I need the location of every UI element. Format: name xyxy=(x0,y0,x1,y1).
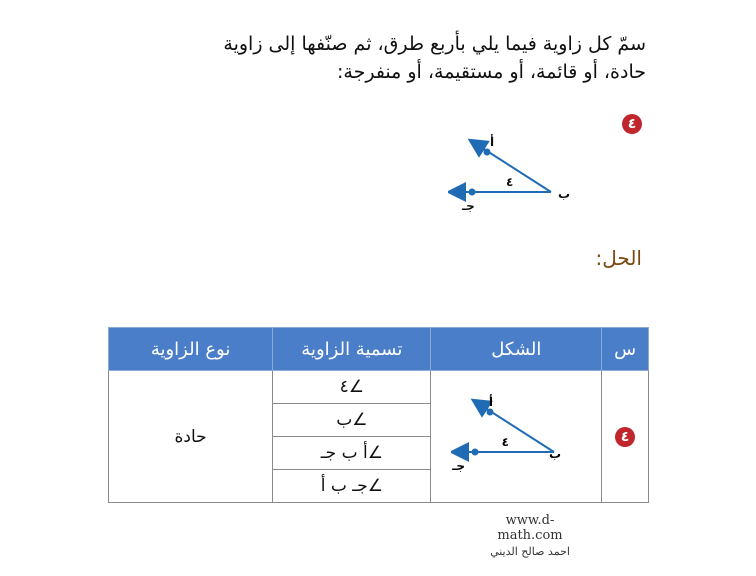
table-row xyxy=(109,371,649,404)
table-point-c xyxy=(472,449,479,456)
problem-number-badge: ٤ xyxy=(622,114,642,134)
table-angle-figure xyxy=(451,394,581,474)
table-label-angle: ٤ xyxy=(501,435,510,449)
footer xyxy=(474,513,586,558)
angle-name-4: ∠جـ ب أ xyxy=(273,470,431,503)
angle-name-2: ∠ب xyxy=(273,404,431,437)
table-header-row xyxy=(109,328,649,371)
footer-author: احمد صالح الديني xyxy=(490,545,570,558)
label-c: جـ xyxy=(462,199,475,213)
angle-figure xyxy=(448,134,578,214)
solution-table xyxy=(108,327,649,503)
table-label-b: ب xyxy=(549,447,562,461)
table-point-a xyxy=(487,409,494,416)
table-label-c: جـ xyxy=(452,459,466,473)
angle-type-cell: حادة xyxy=(109,371,273,503)
label-angle: ٤ xyxy=(506,175,514,189)
solution-label: الحل: xyxy=(595,246,642,270)
angle-name-1: ∠٤ xyxy=(273,371,431,404)
point-c xyxy=(469,189,476,196)
row-number-cell xyxy=(602,371,649,503)
row-number-badge: ٤ xyxy=(615,427,635,447)
question-line-1: سمّ كل زاوية فيما يلي بأربع طرق، ثم صنّفها إلى زاوية xyxy=(223,33,646,55)
table-label-a: أ xyxy=(489,395,494,409)
label-b: ب xyxy=(558,187,571,201)
question-line-2: حادة، أو قائمة، أو مستقيمة، أو منفرجة: xyxy=(337,61,646,83)
footer-site: www.d-math.com xyxy=(497,513,563,543)
header-name: تسمية الزاوية xyxy=(273,328,431,371)
header-s: س xyxy=(602,328,649,371)
question-text xyxy=(86,30,646,86)
shape-cell xyxy=(431,371,602,503)
angle-name-3: ∠أ ب جـ xyxy=(273,437,431,470)
header-shape: الشكل xyxy=(431,328,602,371)
header-type: نوع الزاوية xyxy=(109,328,273,371)
point-a xyxy=(484,149,491,156)
label-a: أ xyxy=(490,135,495,149)
